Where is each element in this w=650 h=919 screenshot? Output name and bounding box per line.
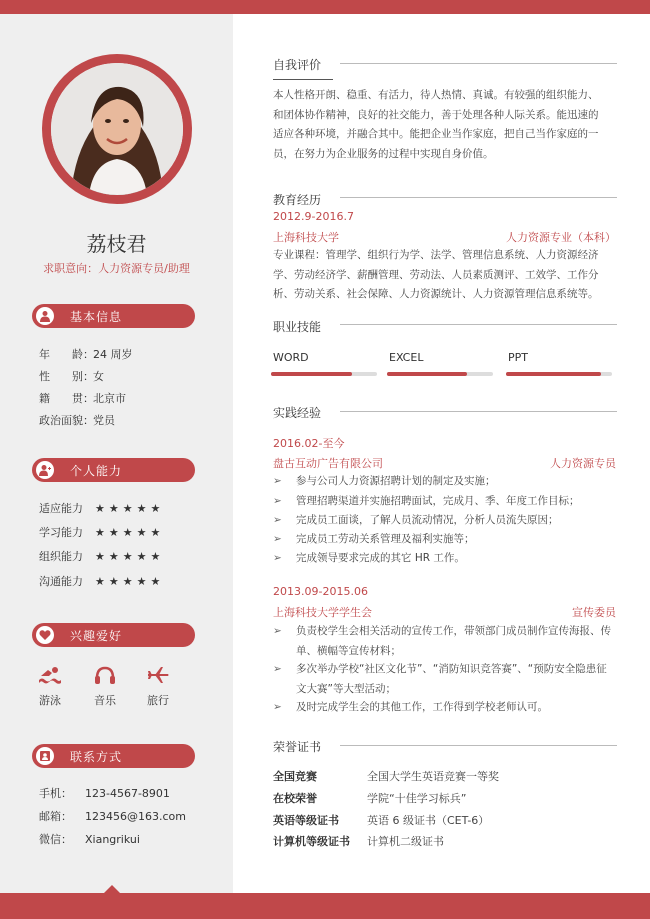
star-rating: ★★★★★ xyxy=(95,526,165,539)
list-item: ➢ 参与公司人力资源招聘计划的制定及实施； xyxy=(273,475,496,487)
job-date: 2013.09-2015.06 xyxy=(273,585,368,598)
job-company: 盘古互动广告有限公司 xyxy=(273,457,383,470)
divider xyxy=(340,197,617,198)
job-role: 宣传委员 xyxy=(572,606,616,619)
hobby-travel xyxy=(133,666,183,708)
skill-bar-fill xyxy=(506,372,601,376)
hobby-label: 旅行 xyxy=(147,694,169,707)
bottom-notch xyxy=(104,885,120,893)
divider xyxy=(340,411,617,412)
skill-bar xyxy=(506,372,612,376)
hobby-music xyxy=(80,666,130,708)
section-hobbies xyxy=(32,623,195,647)
section-basic-info-title: 基本信息 xyxy=(70,310,123,324)
person-plus-icon xyxy=(39,464,51,476)
list-item: ➢ 完成员工面谈，了解人员流动情况，分析人员流失原因； xyxy=(273,514,559,526)
info-row-hometown: 籍 贯：北京市 xyxy=(39,392,126,405)
section-basic-info xyxy=(32,304,195,328)
section-education-title: 教育经历 xyxy=(273,193,322,207)
divider xyxy=(340,63,617,64)
heart-icon xyxy=(39,629,51,641)
avatar xyxy=(42,54,192,204)
list-item: ➢ 完成领导要求完成的其它 HR 工作。 xyxy=(273,552,465,564)
ability-row: 沟通能力 ★★★★★ xyxy=(39,575,165,588)
section-honors-title: 荣誉证书 xyxy=(273,740,322,754)
skill-label: PPT xyxy=(508,351,528,364)
ability-row: 适应能力 ★★★★★ xyxy=(39,502,165,515)
section-hobbies-title: 兴趣爱好 xyxy=(70,629,123,643)
ability-row: 学习能力 ★★★★★ xyxy=(39,526,165,539)
divider xyxy=(273,79,333,80)
honor-row: 全国竞赛 全国大学生英语竞赛一等奖 xyxy=(273,770,499,783)
section-self-eval-title: 自我评价 xyxy=(273,58,322,72)
honor-row: 计算机等级证书 计算机二级证书 xyxy=(273,835,444,848)
education-school: 上海科技大学 xyxy=(273,231,339,244)
candidate-name: 荔枝君 xyxy=(86,232,147,256)
divider xyxy=(340,745,617,746)
hobby-label: 游泳 xyxy=(39,694,61,707)
section-contact xyxy=(32,744,195,768)
section-skills-title: 职业技能 xyxy=(273,320,322,334)
section-practice-title: 实践经验 xyxy=(273,406,322,420)
star-rating: ★★★★★ xyxy=(95,502,165,515)
job-objective: 求职意向：人力资源专员/助理 xyxy=(43,262,190,275)
section-ability xyxy=(32,458,195,482)
contact-card-icon xyxy=(39,750,51,762)
star-rating: ★★★★★ xyxy=(95,575,165,588)
divider xyxy=(340,324,617,325)
swim-icon xyxy=(39,666,61,684)
skill-bar-fill xyxy=(387,372,467,376)
contact-wechat: 微信： Xiangrikui xyxy=(39,833,140,846)
job-company: 上海科技大学学生会 xyxy=(273,606,372,619)
list-item: ➢ 及时完成学生会的其他工作，工作得到学校老师认可。 xyxy=(273,701,548,713)
bottom-bar xyxy=(0,893,650,919)
hobby-label: 音乐 xyxy=(94,694,116,707)
ability-row: 组织能力 ★★★★★ xyxy=(39,550,165,563)
hobby-swim xyxy=(25,666,75,708)
education-courses: 专业课程：管理学、组织行为学、法学、管理信息系统、人力资源经济 学、劳动经济学、薪酬管理、劳动法、人员素质测评、工效学、工作分 析、劳动关系、社会保障、人力资源统计、人力资源管理信息系统等。 xyxy=(273,249,599,300)
section-contact-title: 联系方式 xyxy=(70,750,123,764)
skill-label: EXCEL xyxy=(389,351,424,364)
honor-row: 在校荣誉 学院“十佳学习标兵” xyxy=(273,792,467,805)
list-item: ➢ 管理招聘渠道并实施招聘面试，完成月、季、年度工作目标； xyxy=(273,495,580,507)
education-major: 人力资源专业（本科） xyxy=(506,231,616,244)
list-item: ➢ 负责校学生会相关活动的宣传工作，带领部门成员制作宣传海报、传 单、横幅等宣传材料； xyxy=(273,625,611,657)
avatar-photo xyxy=(51,63,183,195)
skill-bar xyxy=(271,372,377,376)
info-row-age: 年 龄：24 周岁 xyxy=(39,348,133,361)
self-eval-text: 本人性格开朗、稳重、有活力，待人热情、真诚。有较强的组织能力、 和团体协作精神，良好的社交能力，善于处理各种人际关系。能迅速的 适应各种环境，并融合其中。能把企业当作家庭，把自己当作家庭的一 员，在努力为企业服务的过程中实现自身价值。 xyxy=(273,89,599,160)
airplane-icon xyxy=(147,666,169,684)
job-role: 人力资源专员 xyxy=(550,457,616,470)
star-rating: ★★★★★ xyxy=(95,550,165,563)
person-icon xyxy=(39,310,51,322)
skill-label: WORD xyxy=(273,351,309,364)
info-row-gender: 性 别：女 xyxy=(39,370,104,383)
education-date: 2012.9-2016.7 xyxy=(273,210,354,223)
top-bar xyxy=(0,0,650,14)
contact-email: 邮箱： 123456@163.com xyxy=(39,810,186,823)
section-ability-title: 个人能力 xyxy=(70,464,123,478)
contact-phone: 手机： 123-4567-8901 xyxy=(39,787,170,800)
job-date: 2016.02-至今 xyxy=(273,437,345,450)
skill-bar-fill xyxy=(271,372,352,376)
skill-bar xyxy=(387,372,493,376)
headphones-icon xyxy=(94,666,116,684)
info-row-political: 政治面貌：党员 xyxy=(39,414,115,427)
list-item: ➢ 多次举办学校“社区文化节”、“消防知识竞答赛”、“预防安全隐患征 文大赛”等大型活动； xyxy=(273,663,607,695)
list-item: ➢ 完成员工劳动关系管理及福利实施等； xyxy=(273,533,475,545)
honor-row: 英语等级证书 英语 6 级证书（CET-6） xyxy=(273,814,490,827)
